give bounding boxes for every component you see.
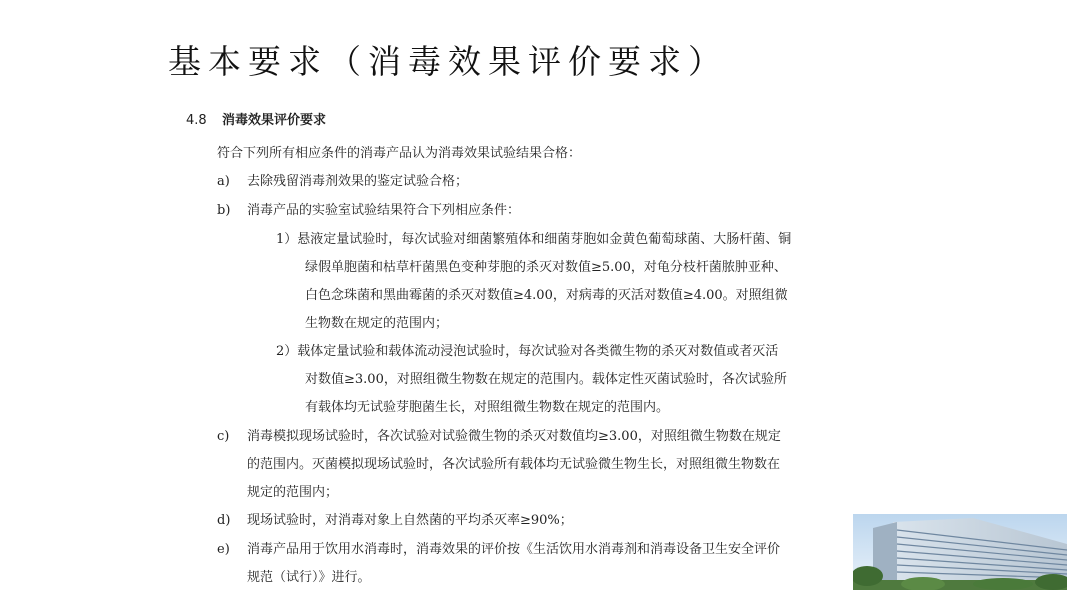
section-number: 4.8: [186, 113, 207, 128]
subitem-1-line: 白色念珠菌和黑曲霉菌的杀灭对数值≥4.00，对病毒的灭活对数值≥4.00。对照组微: [305, 288, 788, 303]
subitem-2-line: 2）载体定量试验和载体流动浸泡试验时，每次试验对各类微生物的杀灭对数值或者灭活: [276, 344, 779, 359]
item-c-line: 消毒模拟现场试验时，各次试验对试验微生物的杀灭对数值均≥3.00，对照组微生物数在规定: [247, 429, 781, 444]
list-marker-e: e): [217, 542, 230, 557]
list-marker-d: d): [217, 513, 231, 528]
subitem-1-line: 绿假单胞菌和枯草杆菌黑色变种芽胞的杀灭对数值≥5.00，对龟分枝杆菌脓肿亚种、: [305, 260, 787, 275]
subitem-1-line: 1）悬液定量试验时，每次试验对细菌繁殖体和细菌芽胞如金黄色葡萄球菌、大肠杆菌、铜: [276, 232, 792, 247]
page-title: 基本要求（消毒效果评价要求）: [168, 42, 728, 81]
subitem-1-line: 生物数在规定的范围内；: [305, 316, 449, 331]
section-heading: [186, 109, 326, 128]
list-marker-b: b): [217, 203, 231, 218]
subitem-2-line: 有载体均无试验芽胞菌生长，对照组微生物数在规定的范围内。: [305, 400, 670, 415]
item-c-line: 规定的范围内；: [247, 485, 339, 500]
item-c-line: 的范围内。灭菌模拟现场试验时，各次试验所有载体均无试验微生物生长，对照组微生物数在: [247, 457, 781, 472]
item-e-line: 消毒产品用于饮用水消毒时，消毒效果的评价按《生活饮用水消毒剂和消毒设备卫生安全评价: [247, 542, 781, 557]
list-marker-a: a): [217, 174, 230, 189]
item-d-text: 现场试验时，对消毒对象上自然菌的平均杀灭率≥90%；: [247, 513, 573, 528]
building-image: [853, 514, 1067, 590]
subitem-2-line: 对数值≥3.00，对照组微生物数在规定的范围内。载体定性灭菌试验时，各次试验所: [305, 372, 787, 387]
item-b-text: 消毒产品的实验室试验结果符合下列相应条件：: [247, 203, 521, 218]
intro-text: 符合下列所有相应条件的消毒产品认为消毒效果试验结果合格：: [217, 146, 582, 161]
section-title: 消毒效果评价要求: [222, 113, 327, 128]
item-a-text: 去除残留消毒剂效果的鉴定试验合格；: [247, 174, 469, 189]
list-marker-c: c): [217, 429, 230, 444]
item-e-line: 规范（试行）》进行。: [247, 570, 371, 585]
